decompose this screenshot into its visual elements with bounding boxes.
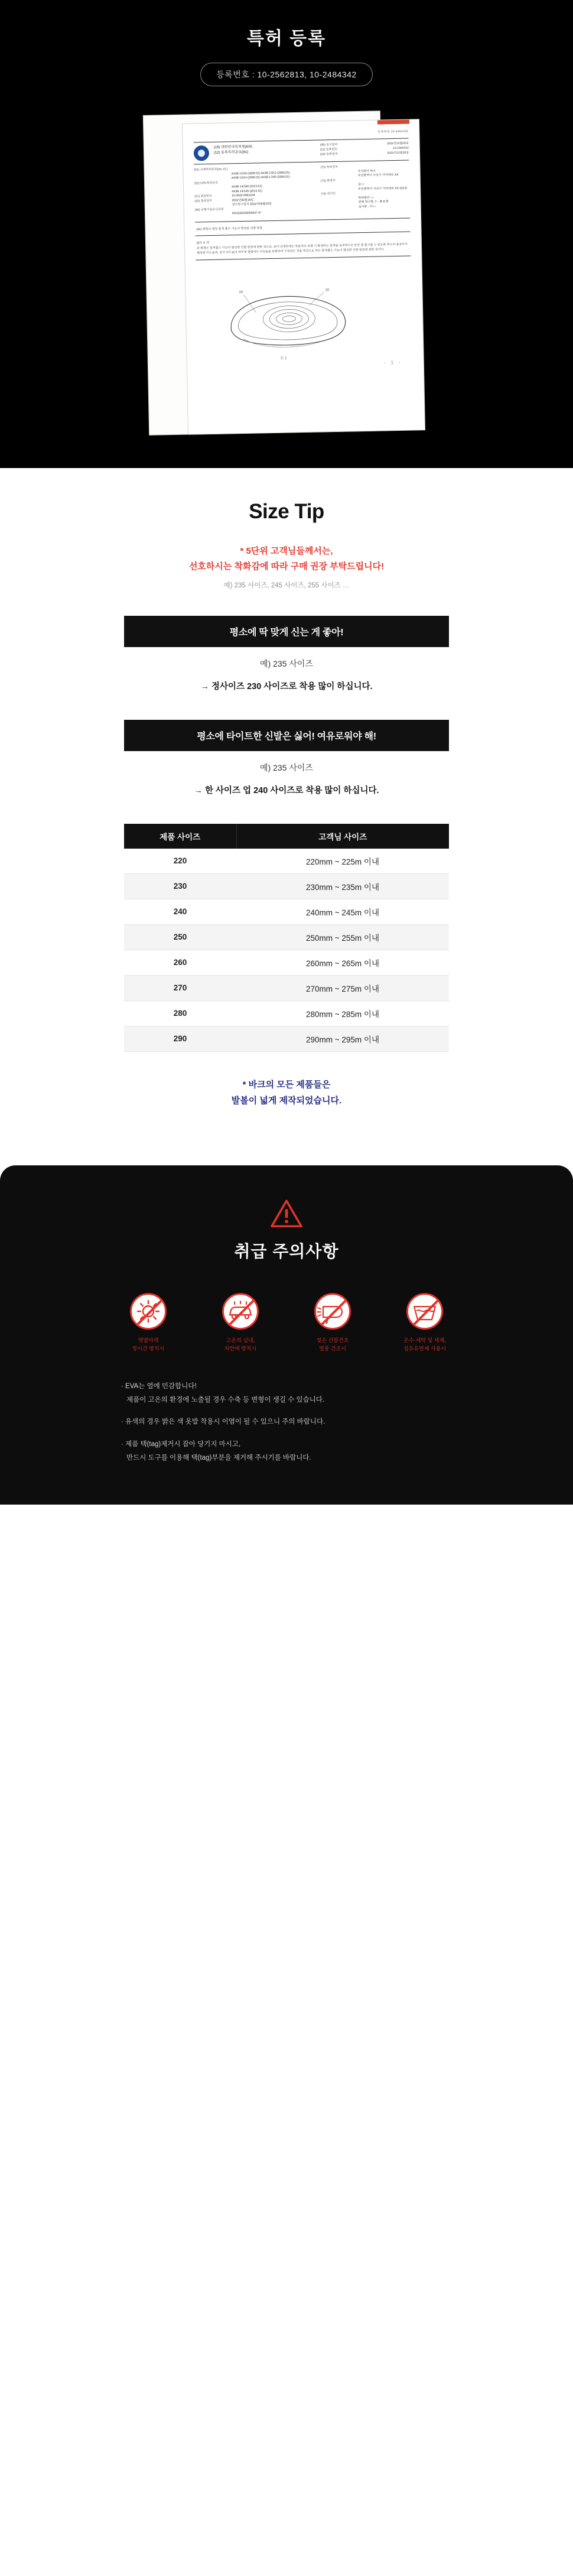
caution-title: 취급 주의사항 [234, 1242, 339, 1261]
cell-customer-size: 240mm ~ 245m 이내 [236, 899, 449, 924]
case-1-arrow: → [200, 681, 212, 691]
hairdryer-icon [314, 1293, 351, 1330]
table-row [124, 899, 449, 924]
size-footer-line-2: 발볼이 넓게 제작되었습니다. [231, 1095, 342, 1106]
br-v-8: 전체 청구항 수 : 총 8 항 [358, 200, 389, 204]
sun-icon [130, 1293, 167, 1330]
bl-v-4: A43B 13/186 (2013.01) [231, 184, 262, 189]
bl-v-7: 2022년05월19일 [232, 198, 254, 202]
list-item [121, 1380, 452, 1407]
table-header-customer-size: 고객님 사이즈 [236, 824, 449, 849]
caution-item-sun [113, 1293, 183, 1353]
office-line-2: (12) 등록특허공보(B1) [213, 150, 249, 155]
certificate-office-lines [214, 144, 315, 161]
size-case-2-answer [0, 784, 573, 798]
case-2-answer-text: 한 사이즈 업 240 사이즈로 착용 많이 하십니다. [204, 785, 379, 795]
bl-k-0: (51) 국제특허분류(Int. Cl.) [194, 167, 228, 172]
caution-item-washing [390, 1293, 460, 1353]
meta-key-1: (11) 등록번호 [320, 147, 338, 152]
size-tip-title: Size Tip [249, 500, 324, 523]
table-row [124, 1026, 449, 1051]
caution-caption-car-line1: 고온의 실내, [226, 1337, 255, 1343]
bl-k-9: (56) 선행기술조사문헌 [194, 207, 224, 212]
certificate-top-label: 등록특허 10-2484342 [377, 129, 409, 134]
svg-text:10: 10 [325, 288, 330, 292]
certificate-abstract: (57) 요 약 본 발명은 충격흡수 기능이 향상된 신발 밑창에 관한 것으로, 보다 상세하게는 착용자의 보행 시 발생하는 충격을 효과적으로 분산 및 흡수할 수 있도록 복수의 중공부가 형성된 미드솔과, 상기 미드솔의 하부에 결합되는 아웃솔을 포함하여 구성되는 것을 특징으로 하는 충격흡수 기능이 향상된 신발 밑창에 관한 것이다. [196, 232, 411, 260]
cell-product-size: 260 [124, 950, 236, 975]
caution-caption-car-line2: 차안에 방치시 [224, 1345, 257, 1352]
certificate-page-number: - 1 - [383, 359, 402, 365]
caution-caption-sun-line2: 장시간 방치시 [132, 1345, 165, 1352]
bullet-2-line2: 반드시 도구를 이용해 택(tag)부분을 제거해 주시기를 바랍니다. [126, 1454, 311, 1461]
br-v-7: 특허법인 ○○ [358, 196, 375, 200]
certificate-header-meta [320, 142, 409, 159]
br-v-9: 심사관 : 이○○ [358, 204, 376, 209]
shoe-sole-drawing-icon [220, 271, 357, 362]
cell-customer-size: 230mm ~ 235m 이내 [236, 873, 449, 899]
cell-product-size: 270 [124, 975, 236, 1000]
bullet-1-line1: · 유색의 경우 밝은 색 옷발 착용시 이염이 될 수 있으니 주의 바랍니다. [121, 1418, 325, 1426]
certificate-images [130, 113, 443, 433]
bullet-2-line1: · 제품 택(tag)제거시 잡아 당기지 마시고, [121, 1440, 241, 1448]
patent-section [0, 0, 573, 468]
bl-k-7: (22) 출원일자 [194, 199, 213, 203]
washing-icon [406, 1293, 443, 1330]
caution-caption-washing [390, 1337, 460, 1353]
certificate-body [194, 164, 410, 222]
cell-customer-size: 280mm ~ 285m 이내 [236, 1000, 449, 1026]
bl-k-6: (21) 출원번호 [194, 194, 213, 199]
svg-text:도 1: 도 1 [280, 356, 287, 360]
br-v-2: 부산광역시 사상구 가야대로 XX [357, 173, 399, 178]
caution-caption-car [206, 1337, 275, 1353]
list-item [121, 1416, 452, 1428]
caution-caption-sun-line1: 햇볕아래 [138, 1337, 159, 1343]
table-row [124, 873, 449, 899]
cell-product-size: 220 [124, 849, 236, 874]
case-2-arrow: → [194, 785, 205, 795]
size-case-1-banner: 평소에 딱 맞게 신는 게 좋아! [124, 616, 449, 647]
cell-product-size: 280 [124, 1000, 236, 1026]
cell-customer-size: 270mm ~ 275m 이내 [236, 975, 449, 1000]
patent-number-badge: 등록번호 : 10-2562813, 10-2484342 [200, 63, 373, 86]
meta-val-1: 10-2484342 [393, 146, 409, 150]
table-row [124, 924, 449, 950]
table-row [124, 975, 449, 1000]
size-case-2-banner: 평소에 타이트한 신발은 싫어! 여유로워야 해! [124, 720, 449, 751]
meta-key-0: (45) 공고일자 [320, 142, 338, 147]
table-header-product-size: 제품 사이즈 [124, 824, 236, 849]
br-v-5: 부산광역시 사상구 가야대로 XX 101동 [358, 186, 408, 191]
kipo-emblem-icon [194, 145, 209, 161]
cell-customer-size: 250mm ~ 255m 이내 [236, 924, 449, 950]
car-icon [222, 1293, 259, 1330]
office-line-1: (19) 대한민국특허청(KR) [213, 145, 253, 150]
size-case-1-example: 예) 235 사이즈 [260, 658, 313, 668]
size-footer-note [0, 1077, 573, 1109]
bl-v-8: 심사청구일자 2022년05월19일 [232, 202, 272, 207]
caution-bullet-list [121, 1380, 452, 1464]
caution-section [0, 1165, 573, 1505]
cell-product-size: 290 [124, 1026, 236, 1051]
br-k-3: (72) 발명자 [320, 178, 336, 183]
size-case-2-example: 예) 235 사이즈 [260, 762, 313, 772]
warning-triangle-icon [271, 1200, 302, 1228]
certificate-body-left [194, 166, 315, 217]
table-row [124, 1000, 449, 1026]
size-note-example: 예) 235 사이즈, 245 사이즈, 255 사이즈 … [223, 582, 350, 589]
size-tip-section [0, 468, 573, 1138]
size-footer-line-1: * 바크의 모든 제품들은 [242, 1079, 331, 1090]
meta-val-0: 2022년12월20일 [386, 141, 409, 146]
size-tip-note [0, 544, 573, 590]
bl-v-2: A43B 13/14 (2006.01) A43B 17/00 (2006.01) [231, 175, 290, 180]
certificate-invention-title: (54) 발명의 명칭 충격 흡수 기능이 향상된 신발 밑창 [195, 218, 410, 236]
caution-icon-row [0, 1293, 573, 1353]
certificate-figure [196, 264, 413, 375]
caution-caption-hairdryer-line2: 열풍 건조시 [319, 1345, 346, 1352]
list-item [121, 1438, 452, 1465]
caution-caption-hairdryer-line1: 젖은 신발건조 [316, 1337, 349, 1343]
bl-k-3: (52) CPC특허분류 [194, 181, 219, 186]
patent-title: 특허 등록 [246, 29, 327, 48]
bullet-0-line1: · EVA는 열에 민감합니다! [121, 1382, 197, 1390]
size-case-1-answer [0, 680, 573, 694]
caution-item-hairdryer [298, 1293, 367, 1353]
cell-product-size: 240 [124, 899, 236, 924]
cell-product-size: 230 [124, 873, 236, 899]
br-k-9 [321, 205, 356, 210]
size-note-line-1: * 5단위 고객님들께서는, [240, 546, 333, 556]
br-v-1: 주식회사 바크 [357, 169, 376, 173]
br-k-6: (74) 대리인 [321, 191, 336, 196]
bl-k-10 [195, 212, 229, 217]
bl-v-1: A43B 13/18 (2006.01) A43B 13/12 (2006.01) [231, 170, 290, 176]
bl-v-10: KR1020150054637 A* [232, 211, 262, 216]
svg-text:20: 20 [239, 290, 243, 294]
certificate-header [194, 138, 409, 165]
br-k-0: (73) 특허권자 [320, 165, 338, 170]
cell-customer-size: 260mm ~ 265m 이내 [236, 950, 449, 975]
certificate-body-right [320, 164, 410, 215]
meta-val-2: 2022년12월28일 [387, 151, 409, 155]
size-conversion-table [124, 824, 449, 1052]
cell-customer-size: 220mm ~ 225m 이내 [236, 849, 449, 874]
br-v-4: 김○○ [357, 182, 364, 187]
bullet-0-line2: 제품이 고온의 환경에 노출될 경우 수축 등 변형이 생길 수 있습니다. [126, 1396, 325, 1404]
meta-key-2: (24) 등록일자 [320, 152, 338, 156]
caution-caption-hairdryer [298, 1337, 367, 1353]
cell-customer-size: 290mm ~ 295m 이내 [236, 1026, 449, 1051]
case-1-answer-text: 정사이즈 230 사이즈로 착용 많이 하십니다. [211, 681, 373, 691]
red-stamp-bar [377, 119, 409, 124]
certificate-front-page [183, 119, 425, 434]
table-header-row [124, 824, 449, 849]
table-row [124, 950, 449, 975]
caution-caption-sun [113, 1337, 183, 1353]
caution-caption-washing-line2: 섬유유연제 사용시 [403, 1345, 447, 1352]
cell-product-size: 250 [124, 924, 236, 950]
size-note-line-2: 선호하시는 착화감에 따라 구매 권장 부탁드립니다! [188, 561, 385, 572]
caution-caption-washing-line1: 온수·세탁 및 세제, [403, 1337, 446, 1343]
caution-item-car [206, 1293, 275, 1353]
bl-v-5: A43B 13/125 (2013.01) [232, 189, 262, 193]
table-row [124, 849, 449, 874]
bl-v-6: 10-2022-0061234 [232, 193, 255, 198]
